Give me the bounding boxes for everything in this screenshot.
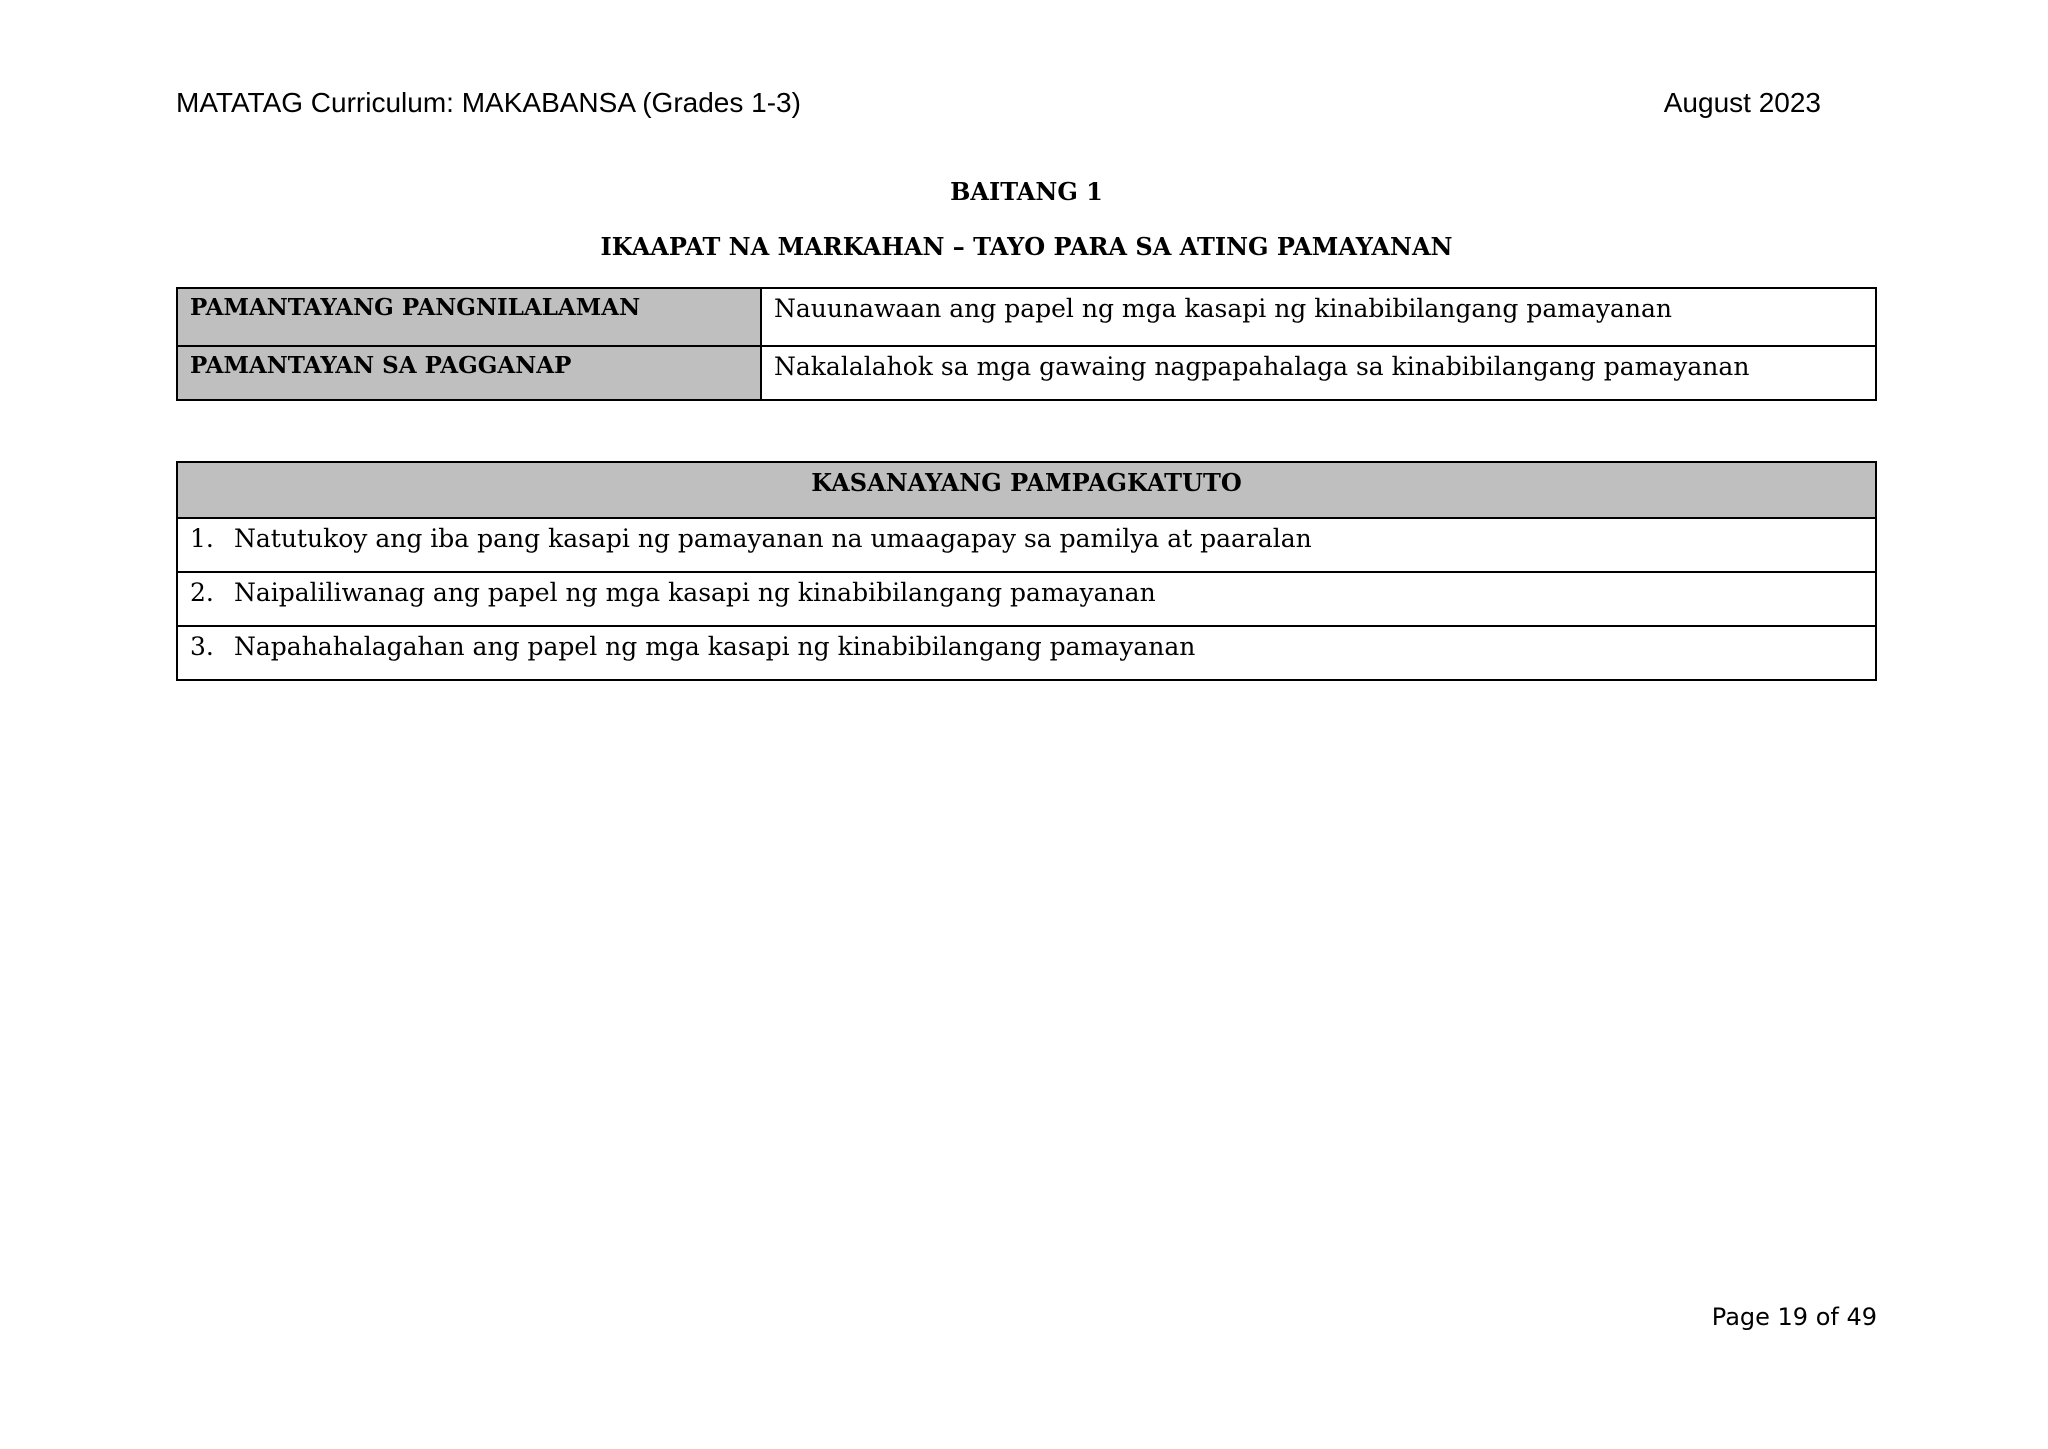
competency-number: 2.: [190, 578, 214, 607]
competencies-table: [176, 461, 1877, 681]
competency-item: [177, 518, 1876, 572]
document-header-title: MATATAG Curriculum: MAKABANSA (Grades 1-3): [176, 87, 801, 118]
standards-table: [176, 287, 1877, 401]
competency-number: 1.: [190, 524, 214, 553]
competency-number: 3.: [190, 632, 214, 661]
performance-standard-value: Nakalalahok sa mga gawaing nagpapahalaga sa kinabibilangang pamayanan: [761, 346, 1876, 400]
competencies-heading: KASANAYANG PAMPAGKATUTO: [177, 462, 1876, 518]
competency-text: Natutukoy ang iba pang kasapi ng pamayanan na umaagapay sa pamilya at paaralan: [234, 524, 1312, 553]
table-row: [177, 572, 1876, 626]
document-header-date: August 2023: [1663, 87, 1821, 118]
content-standard-label: PAMANTAYANG PANGNILALAMAN: [177, 288, 761, 346]
grade-title: BAITANG 1: [950, 177, 1103, 206]
quarter-title: IKAAPAT NA MARKAHAN – TAYO PARA SA ATING PAMAYANAN: [600, 232, 1453, 261]
table-header-row: [177, 462, 1876, 518]
competency-item: [177, 626, 1876, 680]
competency-text: Napahahalagahan ang papel ng mga kasapi ng kinabibilangang pamayanan: [234, 632, 1196, 661]
content-standard-value: Nauunawaan ang papel ng mga kasapi ng kinabibilangang pamayanan: [761, 288, 1876, 346]
table-row: [177, 518, 1876, 572]
competency-text: Naipaliliwanag ang papel ng mga kasapi ng kinabibilangang pamayanan: [234, 578, 1156, 607]
table-row: [177, 346, 1876, 400]
table-row: [177, 626, 1876, 680]
table-row: [177, 288, 1876, 346]
page-number: Page 19 of 49: [1711, 1303, 1877, 1331]
competency-item: [177, 572, 1876, 626]
performance-standard-label: PAMANTAYAN SA PAGGANAP: [177, 346, 761, 400]
